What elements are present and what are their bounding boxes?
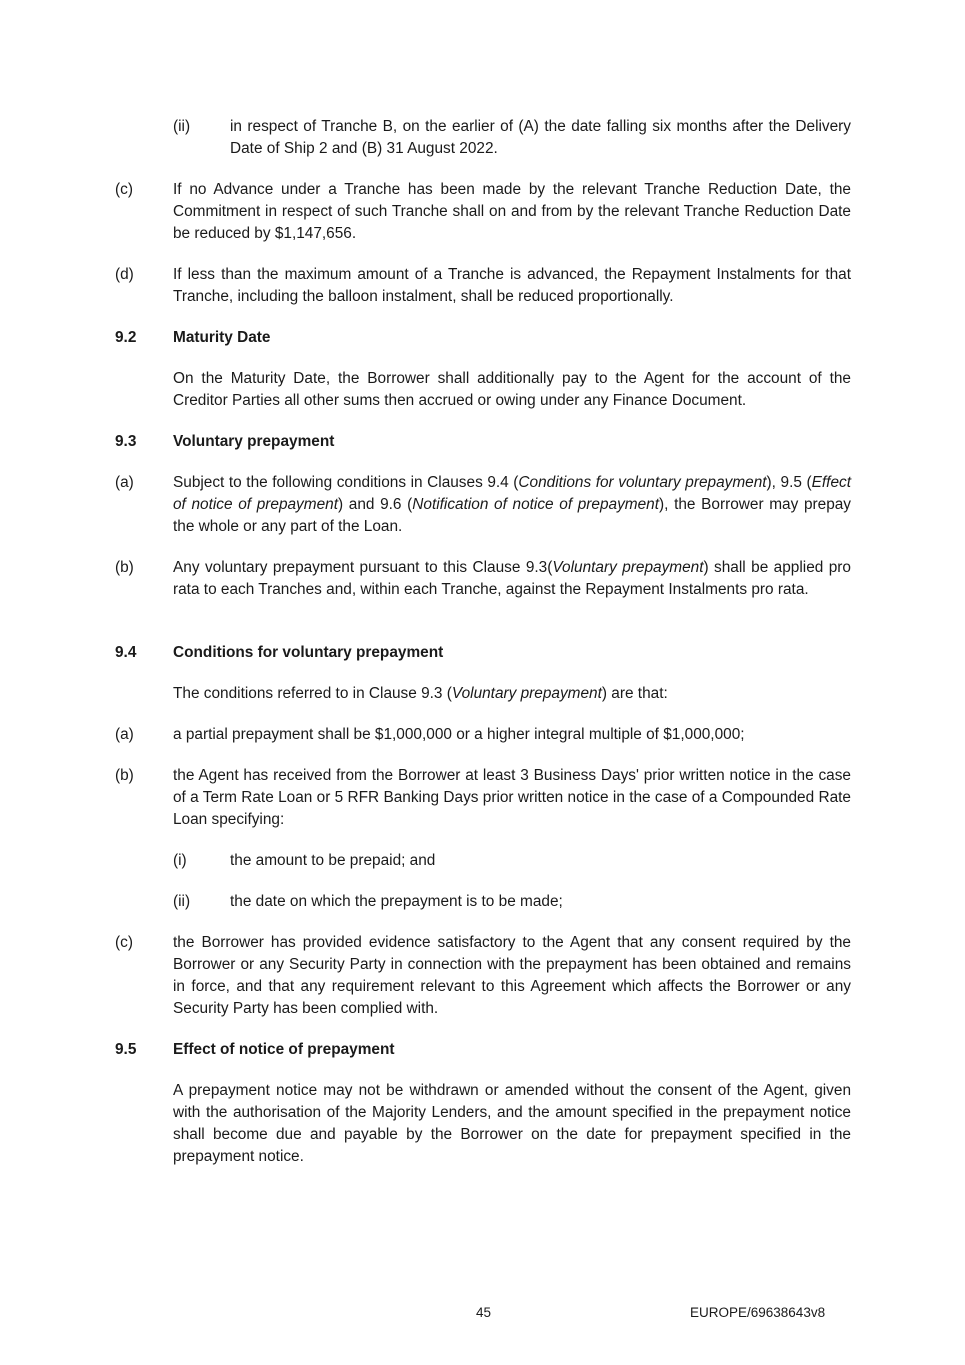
- section-title: Voluntary prepayment: [173, 433, 335, 450]
- page-number: 45: [476, 1305, 492, 1320]
- sub-item-text: the amount to be prepaid; and: [230, 852, 436, 869]
- paragraph-text: If no Advance under a Tranche has been made by the relevant Tranche Reduction Date, the Commitment in respect of such Tranche shall on and from by the relevant Tranche Reduction Date be reduced by $1,147,656.: [173, 181, 851, 242]
- paragraph-text: If less than the maximum amount of a Tranche is advanced, the Repayment Instalments for that Tranche, including the balloon instalment, shall be reduced proportionally.: [173, 266, 851, 305]
- section-title: Conditions for voluntary prepayment: [173, 644, 444, 661]
- paragraph-label: (b): [115, 767, 134, 784]
- paragraph-label: (a): [115, 474, 134, 491]
- sub-item-text: in respect of Tranche B, on the earlier of (A) the date falling six months after the Delivery Date of Ship 2 and (B) 31 August 2022.: [230, 118, 851, 157]
- paragraph-label: (a): [115, 726, 134, 743]
- sub-item-text: the date on which the prepayment is to be made;: [230, 893, 563, 910]
- section-title: Effect of notice of prepayment: [173, 1041, 395, 1058]
- paragraph-label: (d): [115, 266, 134, 283]
- section-intro: The conditions referred to in Clause 9.3 (Voluntary prepayment) are that:: [173, 685, 668, 702]
- paragraph-text: the Borrower has provided evidence satisfactory to the Agent that any consent required by the Borrower or any Security Party in connection with the prepayment has been obtained and remains in force, and that any requirement relevant to this Agreement which affects the Borrower or any Security Party has been complied with.: [173, 934, 851, 1017]
- sub-item-label: (i): [173, 852, 187, 869]
- section-body: On the Maturity Date, the Borrower shall additionally pay to the Agent for the account of the Creditor Parties all other sums then accrued or owing under any Finance Document.: [173, 370, 851, 409]
- document-reference: EUROPE/69638643v8: [690, 1305, 826, 1320]
- paragraph-label: (b): [115, 559, 134, 576]
- section-number: 9.4: [115, 644, 137, 661]
- paragraph-text: Any voluntary prepayment pursuant to this Clause 9.3(Voluntary prepayment) shall be applied pro rata to each Tranches and, within each Tranche, against the Repayment Instalments pro rata.: [173, 559, 851, 598]
- paragraph-text: a partial prepayment shall be $1,000,000 or a higher integral multiple of $1,000,000;: [173, 726, 745, 743]
- sub-item-label: (ii): [173, 118, 191, 135]
- section-body: A prepayment notice may not be withdrawn or amended without the consent of the Agent, given with the authorisation of the Majority Lenders, and the amount specified in the prepayment notice shall become due and payable by the Borrower on the date for prepayment specified in the prepayment notice.: [173, 1082, 851, 1165]
- paragraph-text: the Agent has received from the Borrower at least 3 Business Days' prior written notice in the case of a Term Rate Loan or 5 RFR Banking Days prior written notice in the case of a Compounded Rate Loan specifying:: [173, 767, 851, 828]
- section-number: 9.5: [115, 1041, 137, 1058]
- paragraph-label: (c): [115, 181, 133, 198]
- section-number: 9.2: [115, 329, 137, 346]
- paragraph-text: Subject to the following conditions in Clauses 9.4 (Conditions for voluntary prepayment), 9.5 (Effect of notice of prepayment) and 9.6 (Notification of notice of prepayment), the Borrower may prepay the whole or any part of the Loan.: [173, 474, 852, 535]
- sub-item-label: (ii): [173, 893, 191, 910]
- section-title: Maturity Date: [173, 329, 271, 346]
- paragraph-label: (c): [115, 934, 133, 951]
- section-number: 9.3: [115, 433, 137, 450]
